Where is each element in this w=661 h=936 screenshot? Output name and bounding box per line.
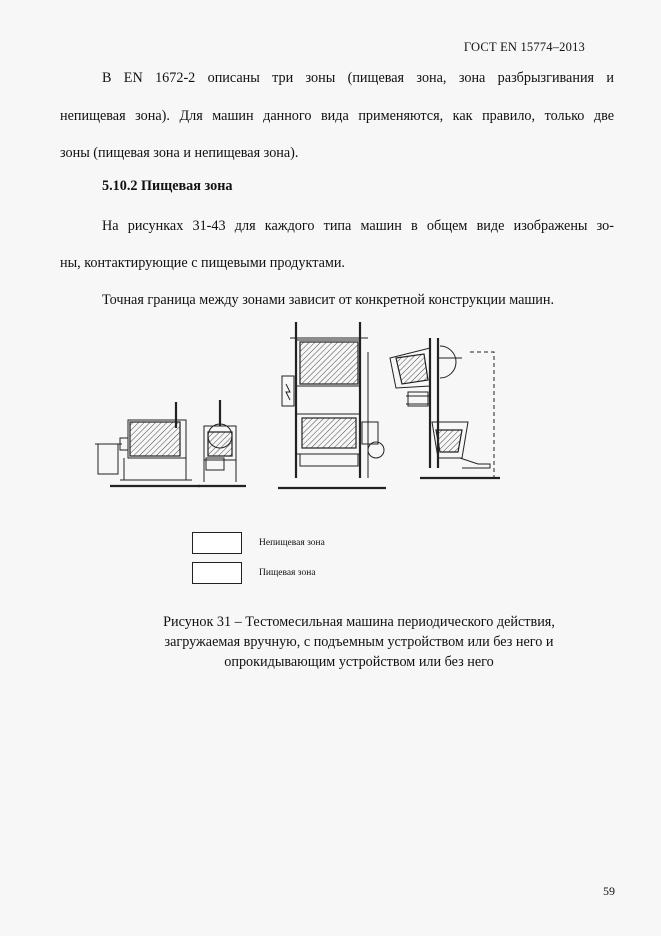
machine-side-view-1 [95, 402, 200, 486]
machine-lift-frame [278, 322, 386, 488]
non-food-zone-swatch [192, 532, 242, 554]
machine-tipping-device [390, 338, 500, 478]
paragraph-line: ны, контактирующие с пищевыми продуктами. [60, 255, 345, 271]
legend-label: Непищевая зона [259, 538, 325, 548]
legend-label: Пищевая зона [259, 568, 316, 578]
paragraph-line: На рисунках 31-43 для каждого типа машин в общем виде изображены зо- [102, 218, 614, 234]
section-heading: 5.10.2 Пищевая зона [102, 178, 233, 194]
paragraph-line: непищевая зона). Для машин данного вида применяются, как правило, только две [60, 108, 614, 124]
legend-item [192, 558, 325, 588]
caption-line: Рисунок 31 – Тестомесильная машина периодического действия, [163, 614, 555, 630]
figure-caption [120, 612, 598, 672]
paragraph-line: зоны (пищевая зона и непищевая зона). [60, 145, 299, 161]
paragraph-line: В EN 1672-2 описаны три зоны (пищевая зона, зона разбрызгивания и [102, 70, 614, 86]
legend-item [192, 528, 325, 558]
food-zone-swatch [192, 562, 242, 584]
standard-header: ГОСТ EN 15774–2013 [463, 40, 585, 54]
machine-front-view-1 [198, 400, 246, 486]
caption-line: опрокидывающим устройством или без него [224, 654, 494, 670]
paragraph-line: Точная граница между зонами зависит от конкретной конструкции машин. [102, 292, 555, 308]
page-number: 59 [603, 884, 615, 898]
zone-legend [192, 528, 325, 588]
machine-drawing [90, 318, 530, 496]
caption-line: загружаемая вручную, с подъемным устройством или без него и [164, 634, 554, 650]
